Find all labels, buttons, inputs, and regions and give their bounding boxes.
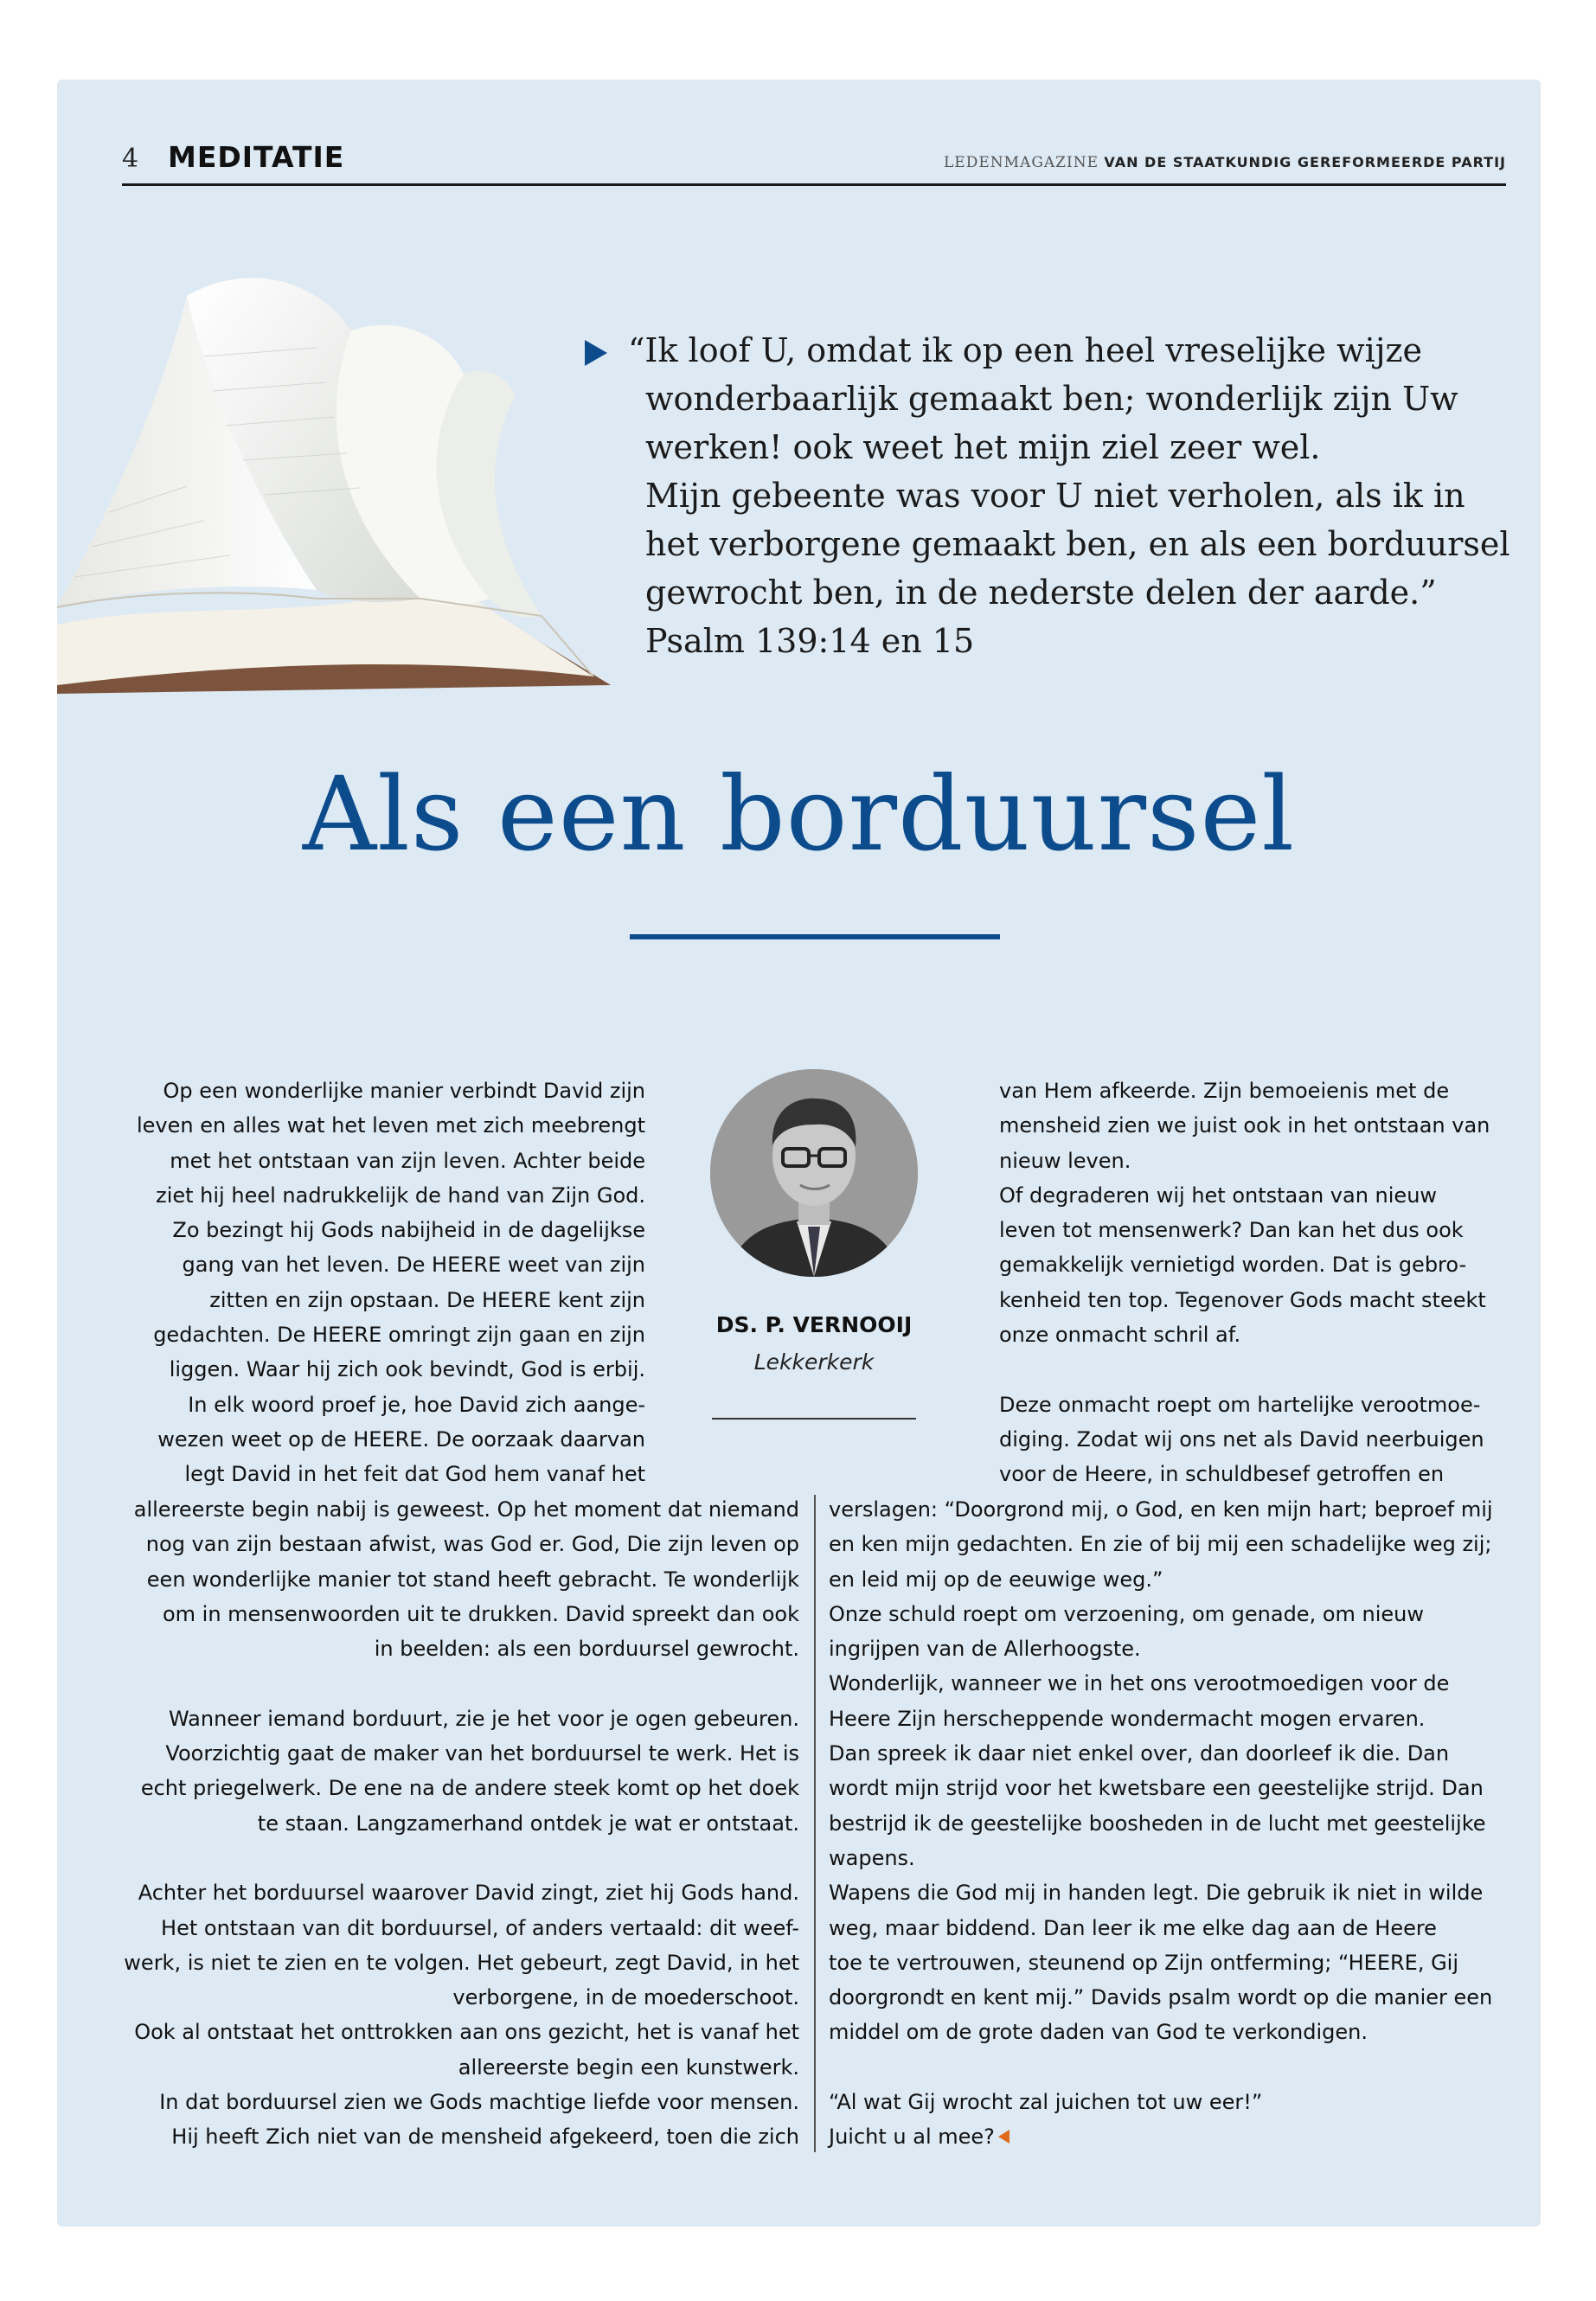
- page-panel: [57, 80, 1541, 2227]
- text-line: liggen. Waar hij zich ook bevindt, God is erbij.: [169, 1357, 645, 1382]
- section-title: MEDITATIE: [168, 140, 345, 174]
- text-line: in beelden: als een borduursel gewrocht.: [374, 1637, 799, 1662]
- text-line: ingrijpen van de Allerhoogste.: [829, 1637, 1141, 1662]
- quote-line: het verborgene gemaakt ben, en als een borduursel: [645, 525, 1510, 563]
- text-line: Achter het borduursel waarover David zingt, ziet hij Gods hand.: [138, 1881, 799, 1906]
- text-line: “Al wat Gij wrocht zal juichen tot uw eer!”: [829, 2090, 1263, 2115]
- left-column-lower: [109, 1492, 799, 2155]
- text-line: gang van het leven. De HEERE weet van zijn: [182, 1253, 645, 1278]
- magazine-tagline-b: VAN DE STAATKUNDIG GEREFORMEERDE PARTIJ: [1104, 154, 1506, 170]
- open-book-image: [57, 227, 611, 728]
- text-line: kenheid ten top. Tegenover Gods macht steekt: [999, 1287, 1486, 1312]
- magazine-tagline: [944, 154, 1506, 171]
- left-column-upper: [126, 1074, 645, 1492]
- right-column-upper: [999, 1074, 1527, 1492]
- text-line: leven tot mensenwerk? Dan kan het dus ook: [999, 1218, 1464, 1243]
- text-line: en ken mijn gedachten. En zie of bij mij een schadelijke weg zij;: [829, 1532, 1492, 1557]
- text-line: om in mensenwoorden uit te drukken. David spreekt dan ook: [162, 1601, 799, 1626]
- title-underline: [630, 934, 1000, 939]
- quote-line: werken! ook weet het mijn ziel zeer wel.: [645, 428, 1321, 466]
- author-location: Lekkerkerk: [753, 1349, 875, 1375]
- text-line: allereerste begin nabij is geweest. Op het moment dat niemand: [133, 1497, 799, 1522]
- text-line: allereerste begin een kunstwerk.: [458, 2054, 799, 2080]
- text-line: nieuw leven.: [999, 1148, 1131, 1173]
- text-line: wapens.: [829, 1845, 915, 1870]
- text-line: Heere Zijn herscheppende wondermacht mogen ervaren.: [829, 1706, 1426, 1731]
- quote-line: “Ik loof U, omdat ik op een heel vreselijke wijze: [628, 331, 1423, 369]
- text-line: weg, maar biddend. Dan leer ik me elke dag aan de Heere: [829, 1915, 1437, 1940]
- text-line: diging. Zodat wij ons net als David neerbuigen: [999, 1426, 1484, 1452]
- author-portrait: [710, 1069, 918, 1277]
- text-line: In dat borduursel zien we Gods machtige liefde voor mensen.: [159, 2090, 799, 2115]
- text-line: en leid mij op de eeuwige weg.”: [829, 1567, 1163, 1592]
- text-line: Zo bezingt hij Gods nabijheid in de dagelijkse: [172, 1218, 645, 1243]
- text-line: wordt mijn strijd voor het kwetsbare een geestelijke strijd. Dan: [829, 1776, 1484, 1801]
- text-line: Het ontstaan van dit borduursel, of anders vertaald: dit weef-: [161, 1915, 799, 1940]
- end-mark-icon: [998, 2130, 1010, 2144]
- text-line: Of degraderen wij het ontstaan van nieuw: [999, 1183, 1438, 1208]
- closing-line: Juicht u al mee?: [829, 2125, 995, 2150]
- text-line: ziet hij heel nadrukkelijk de hand van Zijn God.: [156, 1183, 645, 1208]
- scripture-quote: [585, 326, 1536, 665]
- text-line-final: [829, 2119, 1529, 2154]
- column-divider: [814, 1495, 816, 2152]
- text-line: nog van zijn bestaan afwist, was God er. God, Die zijn leven op: [145, 1532, 799, 1557]
- quote-arrow-icon: [585, 340, 607, 366]
- text-line: werk, is niet te zien en te volgen. Het gebeurt, zegt David, in het: [124, 1950, 799, 1975]
- text-line: leven en alles wat het leven met zich meebrengt: [136, 1113, 645, 1138]
- text-line: te staan. Langzamerhand ontdek je wat er ontstaat.: [257, 1811, 799, 1836]
- text-line: voor de Heere, in schuldbesef getroffen en: [999, 1462, 1445, 1487]
- text-line: verslagen: “Doorgrond mij, o God, en ken mijn hart; beproef mij: [829, 1497, 1493, 1522]
- text-line: echt priegelwerk. De ene na de andere steek komt op het doek: [140, 1776, 799, 1801]
- quote-reference: Psalm 139:14 en 15: [645, 622, 975, 660]
- text-line: legt David in het feit dat God hem vanaf het: [184, 1462, 645, 1487]
- text-line: wezen weet op de HEERE. De oorzaak daarvan: [157, 1426, 645, 1452]
- text-line: onze onmacht schril af.: [999, 1323, 1241, 1348]
- text-line: Wapens die God mij in handen legt. Die gebruik ik niet in wilde: [829, 1881, 1484, 1906]
- quote-line: wonderbaarlijk gemaakt ben; wonderlijk zijn Uw: [645, 380, 1458, 418]
- text-line: gedachten. De HEERE omringt zijn gaan en zijn: [153, 1323, 645, 1348]
- text-line: Dan spreek ik daar niet enkel over, dan doorleef ik die. Dan: [829, 1741, 1450, 1766]
- text-line: zitten en zijn opstaan. De HEERE kent zijn: [209, 1287, 645, 1312]
- text-line: mensheid zien we juist ook in het ontstaan van: [999, 1113, 1490, 1138]
- page-number: 4: [122, 144, 139, 174]
- text-line: verborgene, in de moederschoot.: [452, 1985, 799, 2010]
- text-line: doorgrondt en kent mij.” Davids psalm wordt op die manier een: [829, 1985, 1493, 2010]
- text-line: met het ontstaan van zijn leven. Achter beide: [170, 1148, 645, 1173]
- text-line: [109, 1841, 799, 1875]
- author-divider: [712, 1418, 916, 1420]
- article-title: Als een borduursel: [302, 754, 1296, 874]
- text-line: [829, 2050, 1529, 2085]
- text-line: Onze schuld roept om verzoening, om genade, om nieuw: [829, 1601, 1425, 1626]
- text-line: In elk woord proef je, hoe David zich aange-: [188, 1392, 645, 1417]
- text-line: bestrijd ik de geestelijke boosheden in de lucht met geestelijke: [829, 1811, 1486, 1836]
- text-line: Voorzichtig gaat de maker van het borduursel te werk. Het is: [165, 1741, 799, 1766]
- text-line: gemakkelijk vernietigd worden. Dat is gebro-: [999, 1253, 1467, 1278]
- text-line: [109, 1666, 799, 1701]
- text-line: Wonderlijk, wanneer we in het ons verootmoedigen voor de: [829, 1671, 1450, 1696]
- text-line: Ook al ontstaat het onttrokken aan ons gezicht, het is vanaf het: [134, 2020, 799, 2045]
- text-line: Deze onmacht roept om hartelijke verootmoe-: [999, 1392, 1481, 1417]
- text-line: [999, 1352, 1527, 1387]
- text-line: Op een wonderlijke manier verbindt David zijn: [163, 1079, 645, 1103]
- text-line: middel om de grote daden van God te verkondigen.: [829, 2020, 1368, 2045]
- right-column-lower: [829, 1492, 1529, 2155]
- text-line: van Hem afkeerde. Zijn bemoeienis met de: [999, 1079, 1450, 1103]
- quote-line: Mijn gebeente was voor U niet verholen, als ik in: [645, 477, 1465, 515]
- author-name: DS. P. VERNOOIJ: [715, 1312, 913, 1337]
- quote-line: gewrocht ben, in de nederste delen der aarde.”: [645, 574, 1437, 612]
- text-line: Wanneer iemand borduurt, zie je het voor je ogen gebeuren.: [168, 1706, 799, 1731]
- text-line: toe te vertrouwen, steunend op Zijn ontferming; “HEERE, Gij: [829, 1950, 1459, 1975]
- text-line: een wonderlijke manier tot stand heeft gebracht. Te wonderlijk: [146, 1567, 799, 1592]
- text-line: Hij heeft Zich niet van de mensheid afgekeerd, toen die zich: [171, 2125, 799, 2150]
- page-header: [122, 140, 1506, 186]
- magazine-tagline-a: LEDENMAGAZINE: [944, 154, 1099, 171]
